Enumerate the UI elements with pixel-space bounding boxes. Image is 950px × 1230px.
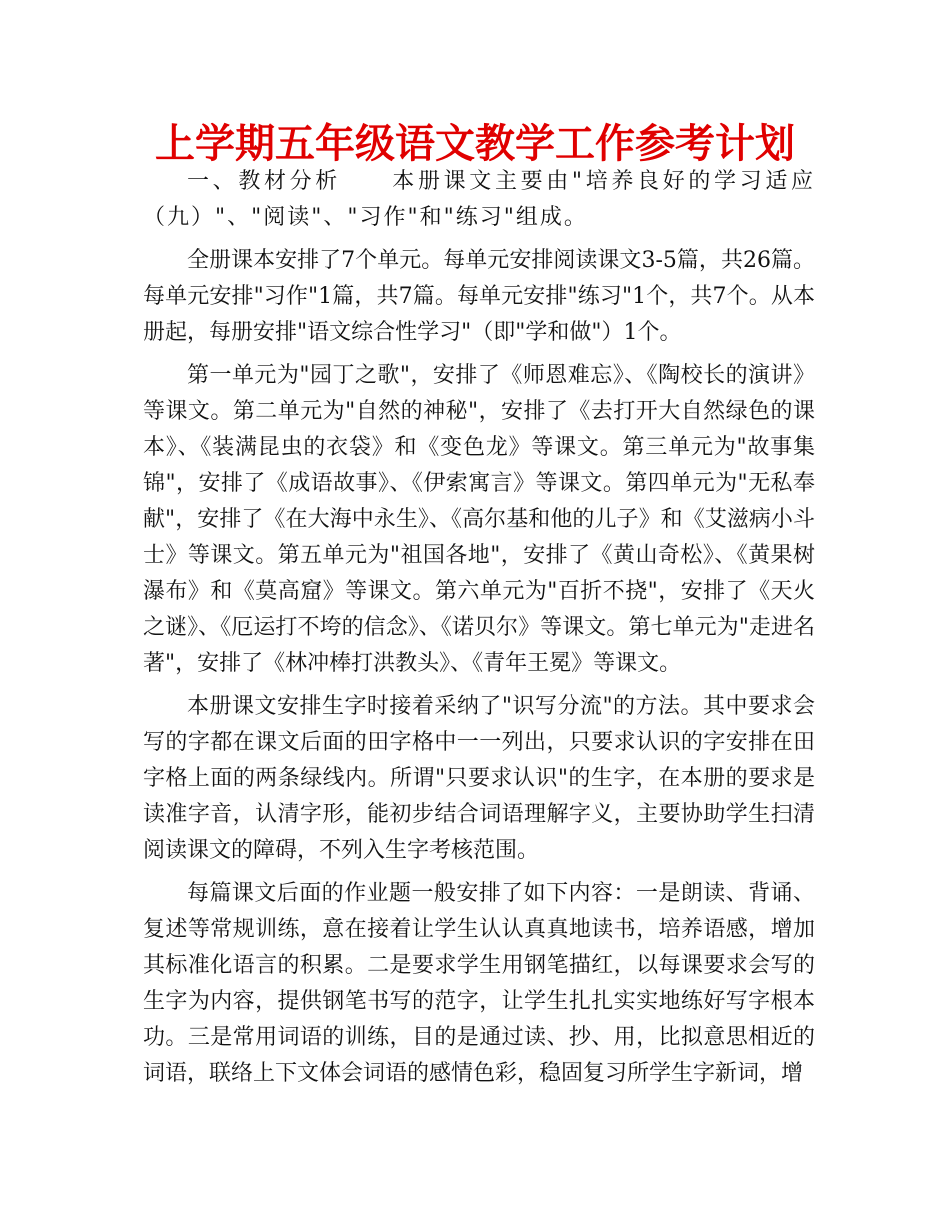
paragraph-unit-contents: 第一单元为"园丁之歌"，安排了《师恩难忘》、《陶校长的演讲》等课文。第二单元为"自然的神秘"，安排了《去打开大自然绿色的课本》、《装满昆虫的衣袋》和《变色龙》等课文。第三单元为"故事集锦"，安排了《成语故事》、《伊索寓言》等课文。第四单元为"无私奉献"，安排了《在大海中永生》、《高尔基和他的儿子》和《艾滋病小斗士》等课文。第五单元为"祖国各地"，安排了《黄山奇松》、《黄果树瀑布》和《莫高窟》等课文。第六单元为"百折不挠"，安排了《天火之谜》、《厄运打不垮的信念》、《诺贝尔》等课文。第七单元为"走进名著"，安排了《林冲棒打洪教头》、《青年王冕》等课文。 [143, 363, 815, 676]
document-body [143, 164, 815, 1099]
paragraph-character-learning: 本册课文安排生字时接着采纳了"识写分流"的方法。其中要求会写的字都在课文后面的田字格中一一列出，只要求认识的字安排在田字格上面的两条绿线内。所谓"只要求认识"的生字，在本册的要求是读准字音，认清字形，能初步结合词语理解字义，主要协助学生扫清阅读课文的障碍，不列入生字考核范围。 [143, 694, 815, 863]
document-title: 上学期五年级语文教学工作参考计划 [155, 121, 795, 167]
paragraph-homework-content: 每篇课文后面的作业题一般安排了如下内容：一是朗读、背诵、复述等常规训练，意在接着让学生认认真真地读书，培养语感，增加其标准化语言的积累。二是要求学生用钢笔描红，以每课要求会写的生字为内容，提供钢笔书写的范字，让学生扎扎实实地练好写字根本功。三是常用词语的训练，目的是通过读、抄、用，比拟意思相近的词语，联络上下文体会词语的感情色彩，稳固复习所学生字新词，增 [143, 881, 815, 1086]
paragraph-units-overview: 全册课本安排了7个单元。每单元安排阅读课文3-5篇，共26篇。每单元安排"习作"1篇，共7篇。每单元安排"练习"1个，共7个。从本册起，每册安排"语文综合性学习"（即"学和做"）1个。 [143, 248, 815, 345]
paragraph-textbook-analysis: 一、教材分析 本册课文主要由"培养良好的学习适应（九）"、"阅读"、"习作"和"练习"组成。 [143, 169, 815, 230]
